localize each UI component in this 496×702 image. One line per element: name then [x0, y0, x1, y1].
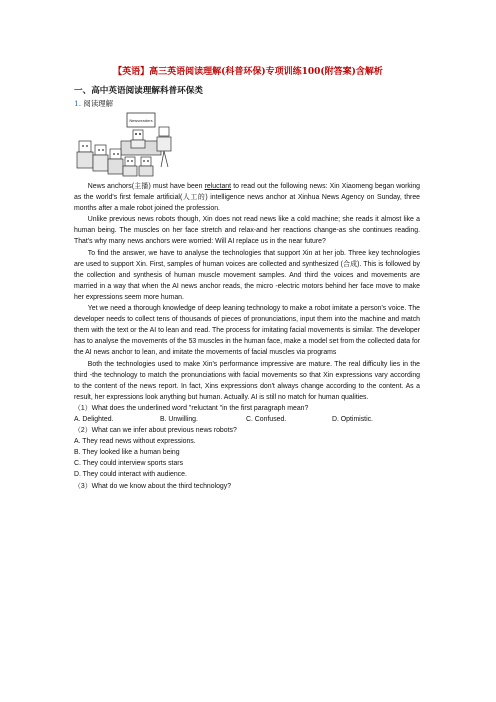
paragraph-1-start: News anchors(主播) must have been [87, 183, 205, 190]
question-2-option-b: B. They looked like a human being [74, 449, 180, 457]
paragraph-5: Both the technologies used to make Xin's performance impressive are mature. The real difficulty lies in the third -the technology to match the pronunciations with facial movements so that Xin expressions vary according to the content of the news report. In fact, Xins expressions don't always change according to the content. As a result, her expressions look anything but human. Actually. AI is still no match for human qualities. [74, 360, 420, 401]
question-3: （3）What do we know about the third technology? [74, 482, 232, 490]
paragraph-1-end: to read out the following news: Xin Xiaomeng began working as the world's first female artificial(人工的) intelligence news anchor at Xinhua News Agency on Sunday, three months after a male robot joined the profession. [74, 183, 421, 213]
document-title: 【英语】高三英语阅读理解(科普环保)专项训练100(附答案)含解析 [113, 67, 383, 77]
sign-label: Newsreaders [129, 119, 153, 123]
robot-cartoon-illustration [75, 111, 179, 177]
section-heading: 一、高中英语阅读理解科普环保类 [74, 86, 203, 96]
underlined-word: reluctant [204, 183, 232, 190]
question-number: 1. [74, 99, 82, 108]
option-a: A. Delighted. [74, 415, 114, 423]
question-heading [74, 98, 113, 109]
option-b: B. Unwilling. [160, 415, 198, 423]
question-2: （2）What can we infer about previous news robots? [74, 427, 237, 435]
option-c: C. Confused. [246, 415, 287, 423]
paragraph-4: Yet we need a thorough knowledge of deep leaning technology to make a robot imitate a person's voice. The developer needs to collect tens of thousands of pieces of pronunciations, input them into the machine and match them with the text or the AI to lean and read. The process for imitating facial movements is similar. The developer has to analyse the movements of the 53 muscles in the human face, make a model set from the collected data for the AI news anchor to lean, and imitate the movements of facial muscles via programs [74, 305, 420, 357]
paragraph-2: Unlike previous news robots though, Xin does not read news like a cold machine; she reads it almost like a human being. The muscles on her face stretch and relax-and her reactions change-as she continues reading. That's why many news anchors were worried: Will AI replace us in the near future? [74, 216, 420, 246]
question-1: （1）What does the underlined word "reluctant "in the first paragraph mean? [74, 404, 309, 412]
question-2-option-c: C. They could interview sports stars [74, 460, 184, 468]
article-body [74, 181, 420, 492]
question-1-options [74, 414, 420, 425]
option-d: D. Optimistic. [332, 415, 373, 423]
paragraph-3: To find the answer, we have to analyse the technologies that support Xin at her job. Three key technologies are used to support Xin. First, samples of human voices are collected and synthesized (合成). This is followed by the collection and synthesis of human muscle movement samples. And third the voices and movements are married in a way that when the AI news anchor reads, the micro -electric motors behind her face move to make her expressions seem more human. [74, 249, 420, 301]
paragraph-1 [74, 181, 420, 214]
question-label: 阅读理解 [83, 99, 113, 108]
question-2-option-d: D. They could interact with audience. [74, 471, 187, 479]
question-2-option-a: A. They read news without expressions. [74, 438, 196, 446]
